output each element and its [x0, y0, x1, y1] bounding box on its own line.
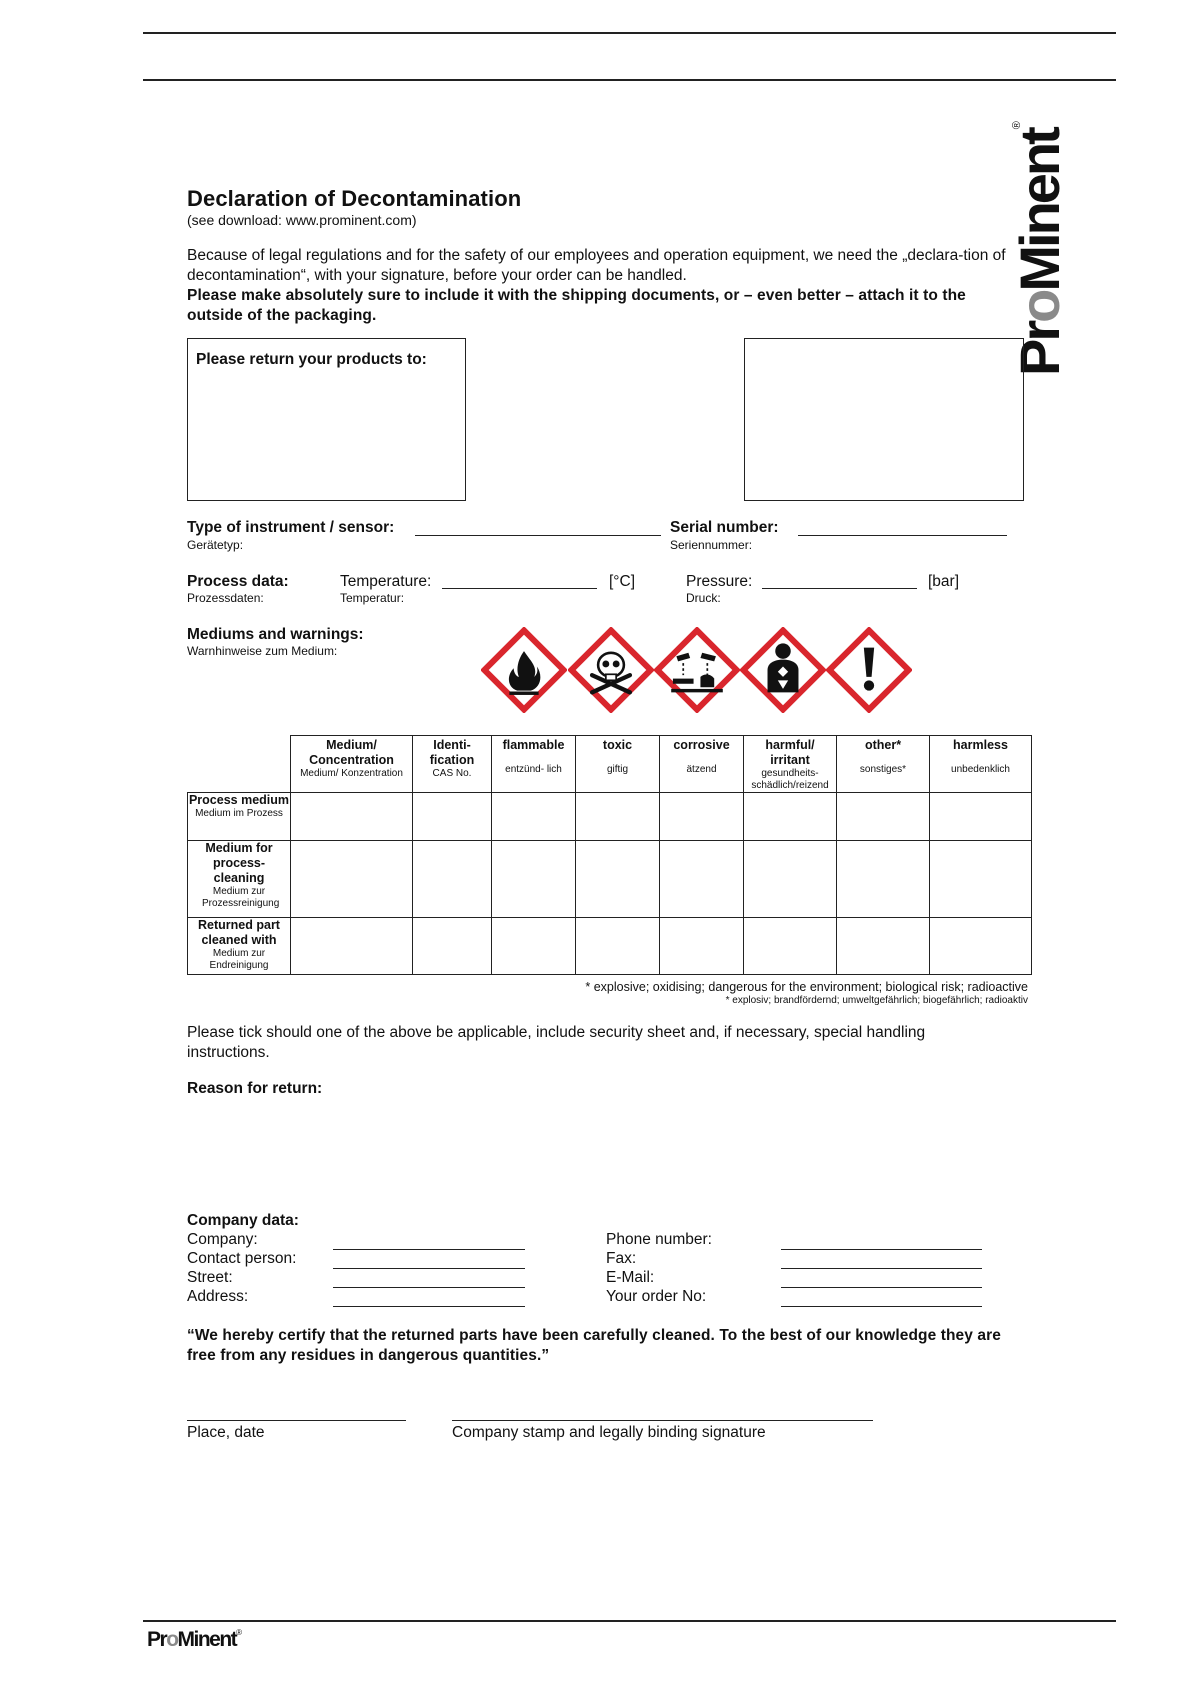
bottom-rule	[143, 1620, 1116, 1622]
table-row-process-cleaning	[188, 841, 1032, 918]
header-harmless: harmless unbedenklich	[930, 736, 1032, 793]
temperature-unit: [°C]	[609, 573, 636, 590]
table-row-process-medium	[188, 793, 1032, 841]
cell-input[interactable]	[413, 918, 492, 975]
place-date-line[interactable]	[187, 1420, 406, 1421]
email-field[interactable]	[781, 1287, 982, 1288]
company-field[interactable]	[333, 1249, 525, 1250]
cell-checkbox[interactable]	[930, 793, 1032, 841]
fax-field[interactable]	[781, 1268, 982, 1269]
cell-checkbox[interactable]	[837, 793, 930, 841]
skull-crossbones-icon	[568, 627, 654, 713]
intro-emphasis: Please make absolutely sure to include it with the shipping documents, or – even better – attach it to the outside of the packaging.	[187, 287, 966, 324]
phone-field[interactable]	[781, 1249, 982, 1250]
intro-paragraph: Because of legal regulations and for the safety of our employees and operation equipment, we need the „declara-tion of decontamination“, with your signature, before your order can be handled.	[187, 247, 1006, 284]
temperature-sub: Temperatur:	[340, 591, 405, 605]
cell-input[interactable]	[291, 793, 413, 841]
cell-checkbox[interactable]	[744, 841, 837, 918]
order-number-label: Your order No:	[606, 1288, 707, 1305]
cell-checkbox[interactable]	[660, 918, 744, 975]
fax-label: Fax:	[606, 1250, 637, 1267]
cell-input[interactable]	[413, 793, 492, 841]
table-header-row	[188, 736, 1032, 793]
cell-checkbox[interactable]	[744, 918, 837, 975]
signature-label: Company stamp and legally binding signature	[452, 1424, 766, 1441]
corrosion-icon	[654, 627, 740, 713]
process-data-label: Process data:	[187, 573, 289, 590]
contact-person-label: Contact person:	[187, 1250, 297, 1267]
flame-icon	[481, 627, 567, 713]
cell-checkbox[interactable]	[744, 793, 837, 841]
cell-checkbox[interactable]	[576, 841, 660, 918]
table-row-final-cleaning	[188, 918, 1032, 975]
cell-checkbox[interactable]	[930, 918, 1032, 975]
empty-box	[744, 338, 1024, 501]
header-identification: Identi- fication CAS No.	[413, 736, 492, 793]
brand-logo-footer: ProMinent®	[147, 1628, 243, 1651]
instrument-type-sub: Gerätetyp:	[187, 538, 244, 552]
row-label-final-cleaning: Returned part cleaned with Medium zur Endreinigung	[188, 918, 291, 975]
hazard-table	[187, 735, 1032, 975]
address-field[interactable]	[333, 1306, 525, 1307]
pressure-sub: Druck:	[686, 591, 721, 605]
brand-logo-vertical: ProMinent®	[1008, 121, 1071, 376]
row-label-process-cleaning: Medium for process- cleaning Medium zur Prozessreinigung	[188, 841, 291, 918]
mediums-label: Mediums and warnings:	[187, 626, 364, 643]
cell-checkbox[interactable]	[576, 918, 660, 975]
header-flammable: flammable entzünd- lich	[492, 736, 576, 793]
return-address-label: Please return your products to:	[196, 351, 427, 368]
table-corner	[188, 736, 291, 793]
pressure-field[interactable]	[762, 588, 917, 589]
pressure-label: Pressure:	[686, 573, 753, 590]
certification-statement: “We hereby certify that the returned parts have been carefully cleaned. To the best of our knowledge they are free from any residues in dangerous quantities.”	[187, 1327, 1001, 1364]
pressure-unit: [bar]	[928, 573, 960, 590]
cell-input[interactable]	[291, 841, 413, 918]
header-harmful: harmful/ irritant gesundheits- schädlich/reizend	[744, 736, 837, 793]
contact-person-field[interactable]	[333, 1268, 525, 1269]
cell-checkbox[interactable]	[492, 841, 576, 918]
instrument-type-label: Type of instrument / sensor:	[187, 519, 395, 536]
phone-label: Phone number:	[606, 1231, 712, 1248]
signature-line[interactable]	[452, 1420, 873, 1421]
row-label-process-medium: Process medium Medium im Prozess	[188, 793, 291, 841]
health-hazard-icon	[740, 627, 826, 713]
cell-checkbox[interactable]	[930, 841, 1032, 918]
header-other: other* sonstiges*	[837, 736, 930, 793]
header-corrosive: corrosive ätzend	[660, 736, 744, 793]
top-rule-2	[143, 79, 1116, 81]
serial-number-label: Serial number:	[670, 519, 779, 536]
cell-checkbox[interactable]	[660, 793, 744, 841]
footnote-en: * explosive; oxidising; dangerous for the environment; biological risk; radioactive	[585, 980, 1028, 994]
download-note: (see download: www.prominent.com)	[187, 212, 417, 228]
mediums-sub: Warnhinweise zum Medium:	[187, 644, 338, 658]
address-label: Address:	[187, 1288, 249, 1305]
instrument-type-field[interactable]	[415, 535, 661, 536]
street-field[interactable]	[333, 1287, 525, 1288]
cell-checkbox[interactable]	[492, 918, 576, 975]
temperature-field[interactable]	[442, 588, 597, 589]
company-data-title: Company data:	[187, 1212, 299, 1229]
tick-note: Please tick should one of the above be applicable, include security sheet and, if necessary, special handling instructions.	[187, 1024, 926, 1061]
top-rule-1	[143, 32, 1116, 34]
cell-checkbox[interactable]	[492, 793, 576, 841]
cell-checkbox[interactable]	[837, 918, 930, 975]
footnote-de: * explosiv; brandfördernd; umweltgefährlich; biogefährlich; radioaktiv	[725, 995, 1028, 1006]
page-title: Declaration of Decontamination	[187, 186, 522, 211]
cell-input[interactable]	[291, 918, 413, 975]
cell-checkbox[interactable]	[837, 841, 930, 918]
temperature-label: Temperature:	[340, 573, 432, 590]
email-label: E-Mail:	[606, 1269, 655, 1286]
cell-checkbox[interactable]	[660, 841, 744, 918]
cell-checkbox[interactable]	[576, 793, 660, 841]
return-address-box	[187, 338, 466, 501]
header-toxic: toxic giftig	[576, 736, 660, 793]
order-number-field[interactable]	[781, 1306, 982, 1307]
serial-number-sub: Seriennummer:	[670, 538, 753, 552]
serial-number-field[interactable]	[798, 535, 1007, 536]
cell-input[interactable]	[413, 841, 492, 918]
exclamation-icon	[826, 627, 912, 713]
place-date-label: Place, date	[187, 1424, 265, 1441]
reason-label: Reason for return:	[187, 1080, 323, 1097]
header-medium: Medium/ Concentration Medium/ Konzentration	[291, 736, 413, 793]
company-label: Company:	[187, 1231, 258, 1248]
process-data-sub: Prozessdaten:	[187, 591, 264, 605]
street-label: Street:	[187, 1269, 233, 1286]
